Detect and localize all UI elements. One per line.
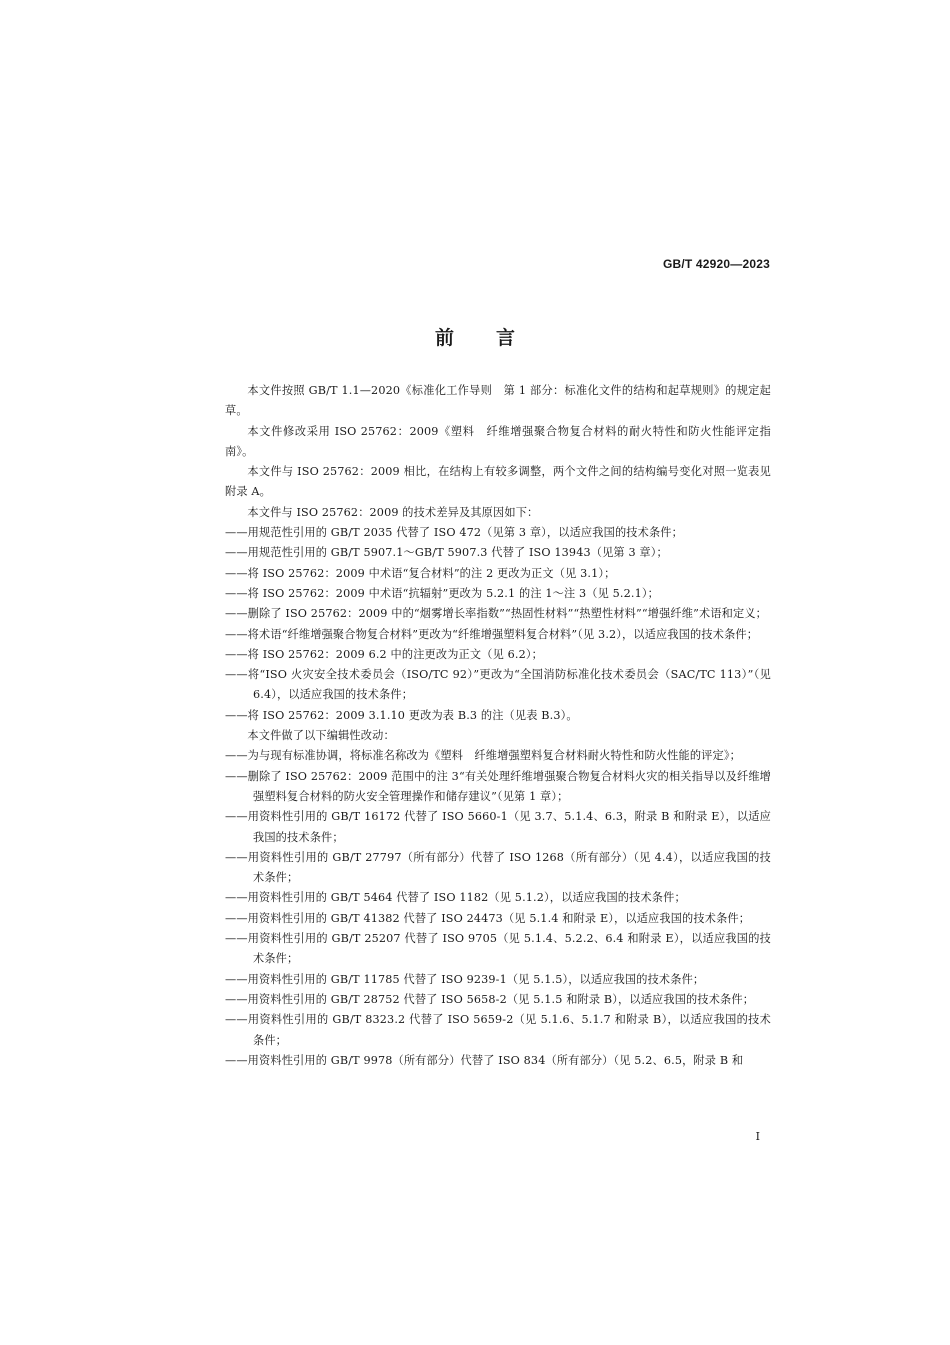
list-item: ——用规范性引用的 GB/T 2035 代替了 ISO 472（见第 3 章），以适应我国的技术条件； [225,526,683,540]
list-item: ——将 ISO 25762：2009 中术语“复合材料”的注 2 更改为正文（见 3.1）； [225,566,616,580]
list-item: ——将术语“纤维增强聚合物复合材料”更改为“纤维增强塑料复合材料”（见 3.2），以适应我国的技术条件； [225,627,759,641]
list-item: ——将 ISO 25762：2009 中术语“抗辐射”更改为 5.2.1 的注 1～注 3（见 5.2.1）； [225,586,659,600]
list-item: ——将 ISO 25762：2009 6.2 中的注更改为正文（见 6.2）； [225,647,543,661]
list-item: ——用规范性引用的 GB/T 5907.1～GB/T 5907.3 代替了 ISO 13943（见第 3 章）； [225,546,668,560]
list-item: ——用资料性引用的 GB/T 25207 代替了 ISO 9705（见 5.1.4、5.2.2、6.4 和附录 E），以适应我国的技术条件； [225,932,771,966]
list-item: ——用资料性引用的 GB/T 28752 代替了 ISO 5658-2（见 5.1.5 和附录 B），以适应我国的技术条件； [225,992,755,1006]
paragraph-adoption: 本文件修改采用 ISO 25762：2009《塑料 纤维增强聚合物复合材料的耐火特性和防火性能评定指南》。 [225,424,771,458]
paragraph-editorial-intro: 本文件做了以下编辑性改动： [247,729,395,743]
paragraph-structure-comparison: 本文件与 ISO 25762：2009 相比，在结构上有较多调整，两个文件之间的结构编号变化对照一览表见附录 A。 [225,465,771,499]
list-item: ——将 ISO 25762：2009 3.1.10 更改为表 B.3 的注（见表 B.3）。 [225,708,578,722]
list-item: ——用资料性引用的 GB/T 41382 代替了 ISO 24473（见 5.1.4 和附录 E），以适应我国的技术条件； [225,911,751,925]
list-item: ——将“ISO 火灾安全技术委员会（ISO/TC 92）”更改为“全国消防标准化技术委员会（SAC/TC 113）”（见 6.4），以适应我国的技术条件； [225,668,771,702]
list-item: ——用资料性引用的 GB/T 11785 代替了 ISO 9239-1（见 5.1.5），以适应我国的技术条件； [225,972,705,986]
list-item: ——用资料性引用的 GB/T 5464 代替了 ISO 1182（见 5.1.2），以适应我国的技术条件； [225,891,686,905]
page-number: I [755,1130,760,1143]
paragraph-technical-differences-intro: 本文件与 ISO 25762：2009 的技术差异及其原因如下： [247,505,539,519]
list-item: ——用资料性引用的 GB/T 8323.2 代替了 ISO 5659-2（见 5.1.6、5.1.7 和附录 B），以适应我国的技术条件； [225,1013,771,1047]
list-item: ——用资料性引用的 GB/T 27797（所有部分）代替了 ISO 1268（所有部分）（见 4.4），以适应我国的技术条件； [225,850,771,885]
paragraph-drafting-rules: 本文件按照 GB/T 1.1—2020《标准化工作导则 第 1 部分：标准化文件的结构和起草规则》的规定起草。 [225,384,771,418]
page-title: 前言 [434,327,557,349]
document-body [225,381,771,1071]
list-item: ——删除了 ISO 25762：2009 中的“烟雾增长率指数”“热固性材料”“热塑性材料”“增强纤维”术语和定义； [225,607,768,621]
list-item: ——用资料性引用的 GB/T 9978（所有部分）代替了 ISO 834（所有部分）（见 5.2、6.5，附录 B 和 [225,1053,744,1067]
list-item: ——用资料性引用的 GB/T 16172 代替了 ISO 5660-1（见 3.7、5.1.4、6.3，附录 B 和附录 E），以适应我国的技术条件； [225,810,771,844]
list-item: ——删除了 ISO 25762：2009 范围中的注 3“有关处理纤维增强聚合物复合材料火灾的相关指导以及纤维增强塑料复合材料的防火安全管理操作和储存建议”（见第 1 章）； [225,769,771,803]
list-item: ——为与现有标准协调，将标准名称改为《塑料 纤维增强塑料复合材料耐火特性和防火性能的评定》； [225,749,741,763]
standard-code: GB/T 42920—2023 [662,257,770,271]
